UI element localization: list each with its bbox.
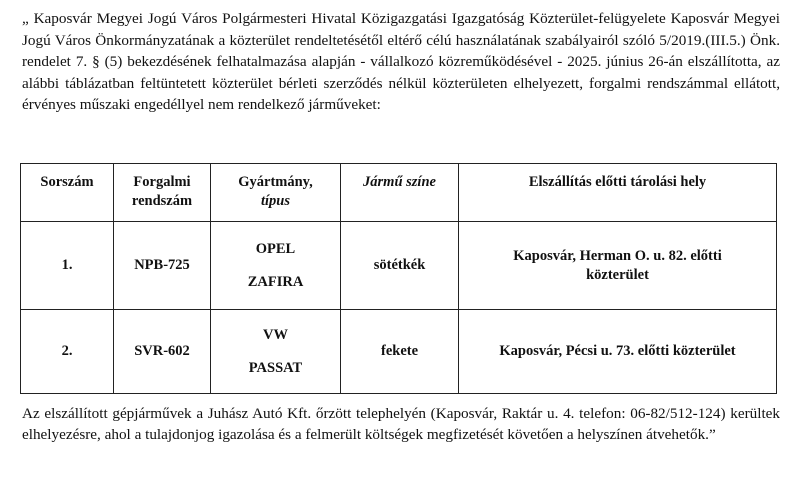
row-hely: Kaposvár, Pécsi u. 73. előtti közterület (459, 310, 777, 394)
row-szin: sötétkék (341, 222, 459, 310)
row-hely: Kaposvár, Herman O. u. 82. előtti közterület (459, 222, 777, 310)
header-hely: Elszállítás előtti tárolási hely (459, 164, 777, 222)
row-gyartmany: VW PASSAT (211, 310, 341, 394)
row-szin: fekete (341, 310, 459, 394)
header-gyartmany: Gyártmány, típus (211, 164, 341, 222)
table-row (21, 222, 777, 310)
table-header-row (21, 164, 777, 222)
row-sorszam: 2. (21, 310, 114, 394)
vehicle-table (20, 163, 777, 394)
row-rendszam: NPB-725 (114, 222, 211, 310)
row-sorszam: 1. (21, 222, 114, 310)
table-row (21, 310, 777, 394)
row-rendszam: SVR-602 (114, 310, 211, 394)
row-gyartmany: OPEL ZAFIRA (211, 222, 341, 310)
intro-paragraph: „ Kaposvár Megyei Jogú Város Polgármesteri Hivatal Közigazgatási Igazgatóság Közterület-felügyelete Kaposvár Megyei Jogú Város Önkormányzatának a közterület rendeltetésétől eltérő célú használatának szabályairól szóló 5/2019.(III.5.) Önk. rendelet 7. § (5) bekezdésének felhatalmazása alapján - vállalkozó közreműködésével - 2025. június 26-án elszállította, az alábbi táblázatban feltüntetett közterület bérleti szerződés nélkül közterületen elhelyezett, forgalmi rendszámmal ellátott, érvényes műszaki engedéllyel nem rendelkező járműveket: (22, 10, 780, 114)
header-sorszam: Sorszám (21, 164, 114, 222)
closing-paragraph: Az elszállított gépjárművek a Juhász Autó Kft. őrzött telephelyén (Kaposvár, Raktár u. 4. telefon: 06-82/512-124) kerültek elhelyezésre, ahol a tulajdonjog igazolása és a felmerült költségek megfizetését követően a helyszínen átvehetők.” (22, 405, 780, 443)
header-rendszam: Forgalmi rendszám (114, 164, 211, 222)
header-szin: Jármű színe (341, 164, 459, 222)
